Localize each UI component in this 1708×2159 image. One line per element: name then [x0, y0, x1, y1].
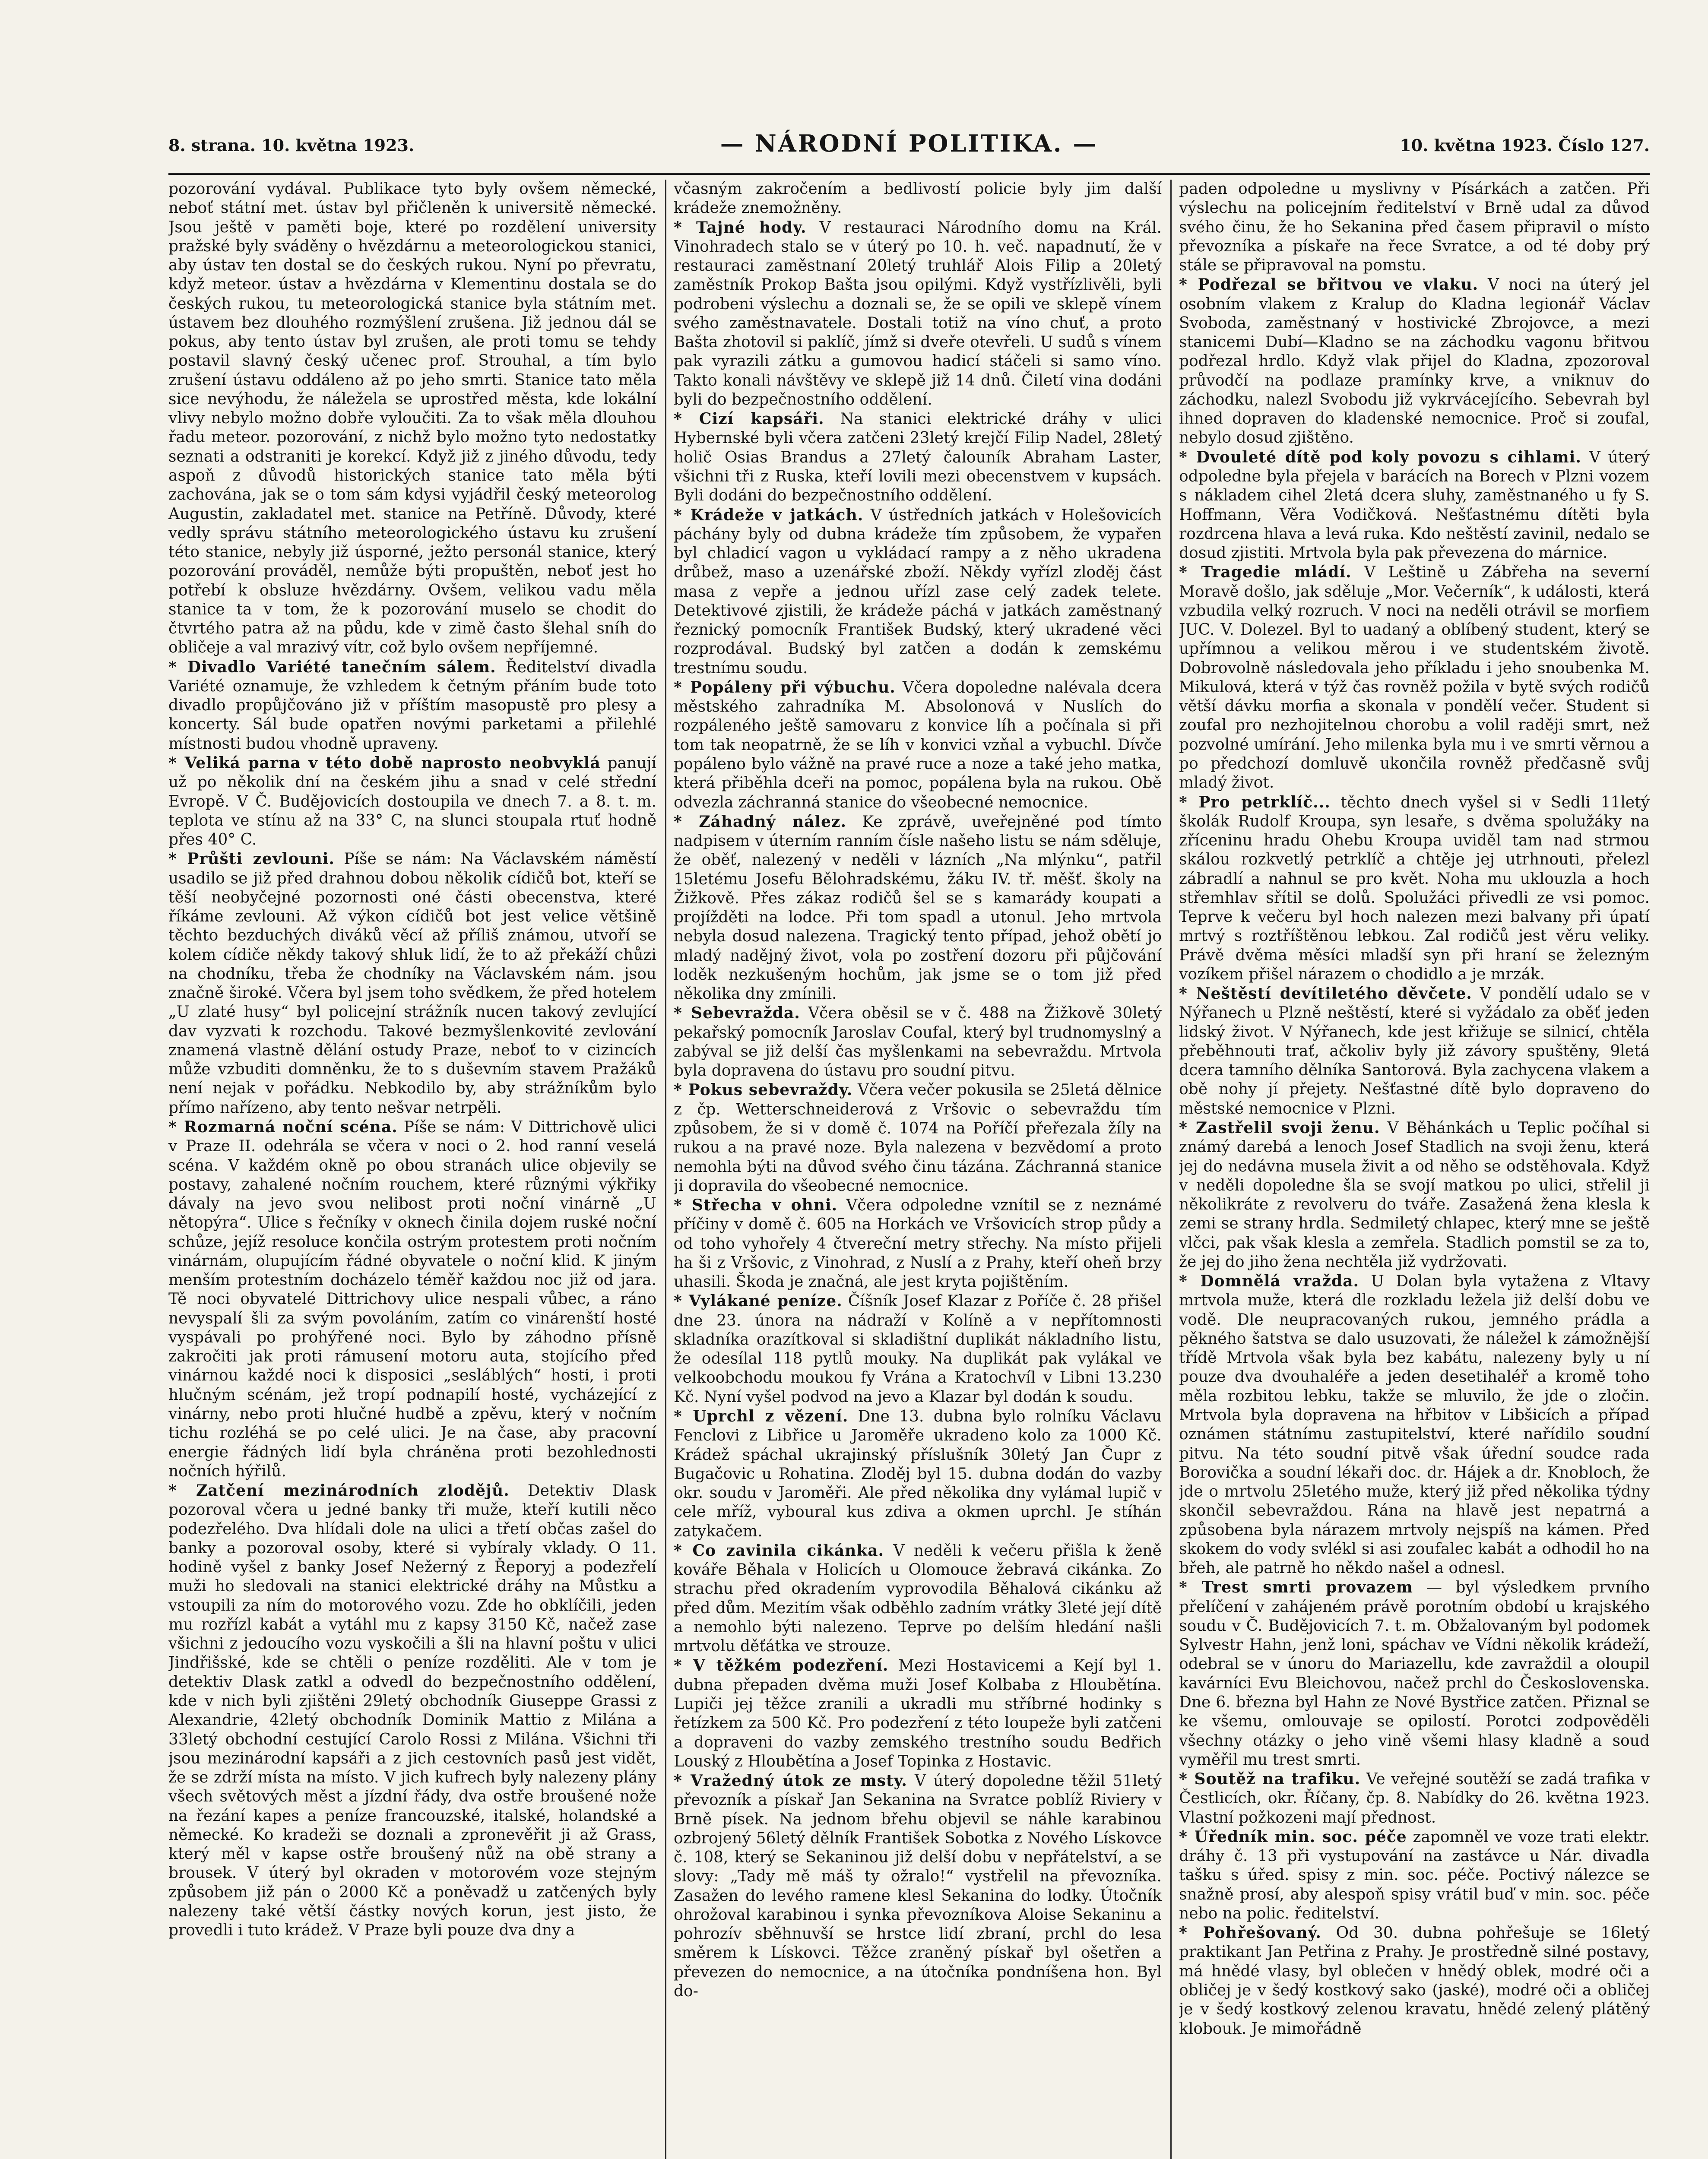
article-headline: * Sebevražda. — [674, 1004, 800, 1023]
article-headline: * V těžkém podezření. — [674, 1656, 889, 1675]
article-headline: * Soutěž na trafiku. — [1179, 1770, 1361, 1789]
article-headline: * Střecha v ohni. — [674, 1196, 838, 1215]
article — [1179, 1578, 1650, 1770]
issue-date-number: 10. května 1923. Číslo 127. — [1400, 136, 1650, 155]
column-1 — [168, 180, 656, 2159]
column-3 — [1179, 180, 1650, 2159]
article — [674, 1407, 1162, 1541]
newspaper-title: — NÁRODNÍ POLITIKA. — — [720, 130, 1098, 157]
article-headline: * Pokus sebevraždy. — [674, 1081, 853, 1099]
article-text: — byl výsledkem prvního přelíčení v zahájeném právě porotním období u krajského soudu v Č. Budějovicích 7. t. m. Obžalovaným byl podomek Sylvestr Hahn, jenž loni, spáchav ve Vídni několik krádeží, odebral se v únoru do Mariazellu, kde zavraždil a oloupil kavárníci Evu Bleichovou, načež prchl do Československa. Dne 6. března byl Hahn ze Nové Bystřice zatčen. Přiznal se ke všemu, omlouvaje se opilostí. Porotci zodpověděli všechny otázky o jeho vině všemi hlasy kladně a soud vyměřil mu trest smrti. — [1179, 1579, 1650, 1769]
article — [674, 1656, 1162, 1771]
article-text: V Běhánkách u Teplic počíhal si známý darebá a lenoch Josef Stadlich na svoji ženu, která jej do nedávna musela živit a od něho se odstěhovala. Když v neděli dopoledne šla se svojí matkou po ulici, střelil ji několikráte z revolveru do tváře. Zasažená žena klesla k zemi se strany hrdla. Sedmiletý chlapec, který mne se ještě vlčci, pak však klesla a zemřela. Stadlich pomstil se za to, že jej do jiho žena nechtěla již vydržovati. — [1179, 1119, 1650, 1271]
article-text: paden odpoledne u myslivny v Písárkách a zatčen. Při výslechu na policejním ředitelství v Brně udal za důvod svého činu, že ho Sekanina před časem připravil o místo převozníka a pískaře na řece Svratce, a od té doby prý stále se připravoval na pomstu. — [1179, 180, 1650, 275]
article — [674, 1771, 1162, 2001]
article — [168, 180, 656, 658]
article — [674, 1292, 1162, 1407]
article — [1179, 275, 1650, 447]
article-headline: * Úředník min. soc. péče — [1179, 1827, 1407, 1846]
article — [1179, 563, 1650, 792]
article — [168, 753, 656, 849]
article-text: V noci na úterý jel osobním vlakem z Kralup do Kladna legionář Václav Svoboda, zaměstnaný v hostivické Zbrojovce, a mezi stanicemi Dubí—Kladno se na záchodku vagonu břitvou podřezal hrdlo. Když vlak přijel do Kladna, zpozoroval průvodčí na podlaze pramínky krve, a vniknuv do záchodku, nalezl Svobodu již vykrvácejícího. Sebevrah byl ihned dopraven do kladenské nemocnice. Proč si zoufal, nebylo dosud zjištěno. — [1179, 276, 1650, 447]
article-headline: * Domnělá vražda. — [1179, 1272, 1359, 1291]
article — [674, 1541, 1162, 1656]
column-divider — [665, 180, 666, 2159]
article — [1179, 1272, 1650, 1578]
article-headline: * Popáleny při výbuchu. — [674, 678, 896, 696]
article-text: Včera odpoledne vznítil se z neznámé příčiny v domě č. 605 na Horkách ve Vršovicích strop půdy a od toho vyhořely 4 čtvereční metry střechy. Na místo přijeli ha ši z Vršovic, z Vinohrad, z Nuslí a z Prahy, kteří oheň brzy uhasili. Škoda je značná, ale jest kryta pojištěním. — [674, 1197, 1162, 1291]
article-text: Mezi Hostavicemi a Kejí byl 1. dubna přepaden dvěma muži Josef Kolbaba z Hloubětína. Lupiči jej těžce zranili a ukradli mu stříbrné hodinky s řetízkem za 500 Kč. Pro podezření z této loupeže byli zatčeni a dopraveni do vazby zemského trestního soudu Bedřich Louský z Hloubětína a Josef Topinka z Hostavic. — [674, 1657, 1162, 1770]
article — [674, 812, 1162, 1004]
article-text: Od 30. dubna pohřešuje se 16letý praktikant Jan Petřina z Prahy. Je prostředně silné postavy, má hnědé vlasy, byl oblečen v hnědý oblek, modré oči a obličej je v šedý kostkový sako (jaské), modré oči a obličej je v šedý kostkový zelenou kravatu, hnědé zelený plátěný klobouk. Je mimořádně — [1179, 1924, 1650, 2038]
article-text: těchto dnech vyšel si v Sedli 11letý školák Rudolf Kroupa, syn lesaře, s dvěma spolužáky na zříceninu hradu Ohebu Kroupa uviděl tam nad strmou skálou rozkvetlý petrklíč a chtěje jej utrhnouti, přelezl zábradlí a nahnul se pro květ. Noha mu uklouzla a hoch střemhlav sřítil se dolů. Spolužáci přivedli ze vsi pomoc. Teprve k večeru byl hoch nalezen mezi balvany při úpatí mrtvý s roztříštěnou lebkou. Zal rodičů jest věru veliky. Právě dvěma měsíci mladší syn při hraní se železným vozíkem přišel nárazem o chodidlo a je mrzák. — [1179, 793, 1650, 983]
article-headline: * Trest smrti provazem — [1179, 1578, 1413, 1597]
article — [168, 1481, 656, 1940]
article-headline: * Vražedný útok ze msty. — [674, 1772, 907, 1790]
article-headline: * Zatčení mezinárodních zlodějů. — [168, 1482, 510, 1500]
article — [674, 678, 1162, 812]
column-2 — [674, 180, 1162, 2159]
article-text: V pondělí udalo se v Nýřanech u Plzně neštěstí, které si vyžádalo za oběť jeden lidský život. V Nýřanech, kde jest křižuje se silnicí, chtěla přeběhnouti trať, ačkoliv byly již závory spuštěny, 9letá dcera tamního dělníka Santorová. Byla zachycena vlakem a obě nohy jí přejety. Nešťastné dítě bylo dopraveno do městské nemocnice v Plzni. — [1179, 985, 1650, 1117]
article-headline: * Průšti zevlouni. — [168, 850, 335, 868]
article — [674, 1080, 1162, 1196]
article — [1179, 793, 1650, 985]
page-header — [168, 130, 1650, 177]
article — [674, 180, 1162, 218]
article-text: Včera večer pokusila se 25letá dělnice z čp. Wetterschneiderová z Vršovic o sebevraždu tím způsobem, že si v domě č. 1074 na Poříčí přeřezala žíly na rukou a na pravé noze. Byla nalezena v bezvědomí a proto nemohla býti na důvod svého činu tázána. Záchranná stanice ji dopravila do všeobecné nemocnice. — [674, 1081, 1162, 1195]
article-text: zapomněl ve voze trati elektr. dráhy č. 13 při vystupování na zastávce u Nár. divadla tašku s úřed. spisy z min. soc. péče. Poctivý nálezce se snažně prosí, aby alespoň spisy vrátil buď v min. soc. péče nebo na polic. ředitelství. — [1179, 1828, 1650, 1922]
article — [1179, 180, 1650, 275]
article-headline: * Vylákané peníze. — [674, 1292, 843, 1311]
article-text: Včera oběsil se v č. 488 na Žižkově 30letý pekařský pomocník Jaroslav Coufal, který byl trudnomyslný a zabýval se již delší čas myšlenkami na sebevraždu. Mrtvola byla dopravena do ústavu pro soudní pitvu. — [674, 1004, 1162, 1080]
article-headline: * Podřezal se břitvou ve vlaku. — [1179, 275, 1479, 294]
article-headline: * Krádeže v jatkách. — [674, 506, 864, 524]
header-rule — [168, 173, 1650, 175]
article — [1179, 448, 1650, 563]
article — [1179, 1923, 1650, 2039]
article-text: Píše se nám: Na Václavském náměstí usadilo se již před drahnou dobou několik cídičů bot, kteří se těší neobyčejné pozornosti oné části obecenstva, které říkáme zevlouni. Až výkon cídičů bot jest velice většině těchto bezduchých diváků věcí až příliš známou, utvoří se kolem cídiče někdy takový shluk lidí, že to až překáží chůzi na chodníku, třeba že chodníky na Václavském nám. jsou značně široké. Včera byl jsem toho svědkem, že před hotelem „U zlaté husy“ byl policejní strážník nucen takový zevlující dav vyzvati k rozchodu. Takové bezmyšlenkovité zevlování znamená vlastně dělání ostudy Praze, neboť to v cizincích může vzbuditi domněnku, že to s duševním stavem Pražáků není nejak v pořádku. Nebkodilo by, aby strážníkům bylo přímo nařízeno, aby tento nešvar netrpěli. — [168, 850, 656, 1117]
article-headline: * Co zavinila cikánka. — [674, 1541, 884, 1560]
article-text: V úterý odpoledne byla přejela v barácích na Borech v Plzni vozem s nákladem cihel 2letá dcera sluhy, zaměstnaného u fy S. Hoffmann, Věra Vodičková. Nešťastnému dítěti byla rozdrcena hlava a levá ruka. Kdo neštěstí zavinil, nedalo se dosud zjistiti. Mrtvola byla pak převezena do márnice. — [1179, 448, 1650, 562]
article-text: V ústředních jatkách v Holešovicích páchány byly od dubna krádeže tím způsobem, že vypařen byl chladicí vagon u vykládací rampy a z něho ukradena drůbež, maso a uzenářské zboží. Někdy vyřízl zloděj část masa z vepře a jednou uřízl zase celý zadek telete. Detektivové zjistili, že krádeže páchá v jatkách zaměstnaný řeznický pomocník František Budský, který ukradené věci rozprodával. Budský byl zatčen a dodán k zemskému trestnímu soudu. — [674, 506, 1162, 677]
article-headline: * Veliká parna v této době naprosto neobvyklá — [168, 753, 601, 772]
article — [1179, 1770, 1650, 1827]
article-text: Ke zprávě, uveřejněné pod tímto nadpisem v úterním ranním čísle našeho listu se nám sděluje, že oběť, nalezený v neděli v lázních „Na mlýnku“, patřil 15letému Josefu Bělohradskému, žáku IV. tř. měšť. školy na Žižkově. Přes zákaz rodičů šel se s kamarády koupati a projížděti na lodce. Při tom spadl a utonul. Jeho mrtvola nebyla dosud nalezena. Tragický tento případ, jehož obětí jo mladý nadějný život, vola po zostření dozoru při půjčování loděk nezkušeným hochům, jak jsme se o tom již před několika dny zmínili. — [674, 813, 1162, 1003]
article — [168, 658, 656, 753]
article-text: V restauraci Národního domu na Král. Vinohradech stalo se v úterý po 10. h. več. napadnutí, že v restauraci zaměstnaní 20letý truhlář Alois Filip a 20letý zaměstník Prokop Bašta jsou opilými. Když vystřízlivěli, byli podrobeni výslechu a doznali se, že se opili ve sklepě vínem svého zaměstnavatele. Dostali totiž na víno chuť, a proto Bašta zhotovil si paklíč, jímž si dveře otevřeli. U sudů s vínem pak vyrazili zátku a gumovou hadicí stáčeli si samo víno. Takto konali návštěvy ve sklepě již 14 dnů. Čiletí vina dodáni byli do bezpečnostního oddělení. — [674, 218, 1162, 408]
article-text: V Leštině u Zábřeha na severní Moravě došlo, jak sděluje „Mor. Večerník“, k události, která vzbudila velký rozruch. V noci na neděli otrávil se morfiem JUC. V. Dolezel. Byl to uadaný a oblíbený student, který se upřímnou a velikou měrou i ve studentském životě. Dobrovolně následovala jeho příkladu i jeho snoubenka M. Mikulová, která v týž čas rovněž požila v bytě svých rodičů větší dávku morfia a skonala v pondělí večer. Student si zoufal pro nezhojitelnou chorobu a volil raději smrt, než pozvolné umírání. Jeho milenka byla mu i ve smrti věrnou a po předchozí domluvě ukončila rovněž předčasně svůj mladý život. — [1179, 563, 1650, 792]
article-text: V neděli k večeru přišla k ženě kováře Běhala v Holicích u Olomouce žebravá cikánka. Zo strachu před okradením vyprovodila Běhalová cikánku až před dům. Mezitím však odběhlo zadním vrátky 3leté její dítě a nemohlo býti nalezeno. Teprve po delším hledání našli mrtvolu děťátka ve strouze. — [674, 1542, 1162, 1656]
article-headline: * Pohřešovaný. — [1179, 1924, 1321, 1942]
article — [674, 1196, 1162, 1292]
article-headline: * Neštěstí devítiletého děvčete. — [1179, 985, 1472, 1003]
article-text: Na stanici elektrické dráhy v ulici Hybernské byli včera zatčeni 23letý krejčí Filip Nadel, 28letý holič Osias Brandus a 27letý čalouník Abraham Laster, všichni tři z Ruska, kteří lovili mezi obecenstvem v kupsách. Byli dodáni do bezpečnostního oddělení. — [674, 410, 1162, 505]
column-divider — [1170, 180, 1172, 2159]
article-headline: * Tragedie mládí. — [1179, 563, 1352, 582]
article — [1179, 984, 1650, 1118]
article — [168, 849, 656, 1117]
article-text: Ve veřejné soutěží se zadá trafika v Čestlicích, okr. Říčany, čp. 8. Nabídky do 26. května 1923. Vlastní požkozeni mají přednost. — [1179, 1770, 1650, 1827]
page-number-date: 8. strana. 10. května 1923. — [168, 136, 415, 155]
article-headline: * Rozmarná noční scéna. — [168, 1118, 398, 1136]
article-text: Píše se nám: V Dittrichově ulici v Praze II. odehrála se včera v noci o 2. hod ranní veselá scéna. V každém okně po obou stranách ulice objevily se postavy, zahalené nočním rouchem, které různými výkřiky dávaly na jevo svou nelibost proti noční vinárně „U nětopýra“. Ulice s řečníky v oknech činila dojem ruské noční schůze, jejíž resoluce končila ostrým protestem proti nočním vinárnám, olupujícím řádné obyvatele o noční klid. K jiným menším protestním docházelo téměř každou noc již od jara. Tě noci obyvatelé Dittrichovy ulice nespali vůbec, a ráno nevyspalí šli za svým povoláním, zatím co vinárenští hosté vyspávali po prohýřené noci. Bylo by záhodno přísně zakročiti jak proti rámusení motoru auta, stojícího před vinárnou každé noci k disposici „sesláblých“ hosti, i proti hlučným scénám, jež tropí podnapilí hosté, vycházející z vinárny, nebo proti hlučné hudbě a zpěvu, který v nočním tichu rozléhá se po celé ulici. Je na čase, aby pracovní energie řádných lidí byla chráněna proti bezohlednosti nočních hýřilů. — [168, 1118, 656, 1480]
article-headline: * Pro petrklíč... — [1179, 793, 1331, 811]
article-text: Včera dopoledne nalévala dcera městského zahradníka M. Absolonová v Nuslích do rozpáleného ještě samovaru z konvice líh a počínala si při tom tak neopatrně, že se líh v konvici vzňal a vybuchl. Dívče popáleno bylo vážně na pravé ruce a noze a také jeho matka, která přiběhla dceři na pomoc, popálena byla na rukou. Obě odvezla záchranná stanice do všeobecné nemocnice. — [674, 678, 1162, 811]
article-text: včasným zakročením a bedlivostí policie byly jim další krádeže znemožněny. — [674, 180, 1162, 217]
article — [1179, 1118, 1650, 1272]
article-text: panují už po několik dní na českém jihu a snad v celé střední Evropě. V Č. Budějovicích dostoupila ve dnech 7. a 8. t. m. teplota ve stínu až na 33° C, na slunci stoupala rtuť hodně přes 40° C. — [168, 754, 656, 849]
article-text: Dne 13. dubna bylo rolníku Václavu Fenclovi z Libřice u Jaroměře ukradeno kolo za 1000 Kč. Krádež spáchal ukrajinský příslušník 30letý Jan Čupr z Bugačovic u Rohatina. Zloděj byl 15. dubna dodán do vazby okr. soudu v Jaroměři. Ale před několika dny vylámal lupič v cele mříž, vyboural kus zdiva a okmen uprchl. Je stíhán zatykačem. — [674, 1408, 1162, 1540]
article-headline: * Uprchl z vězení. — [674, 1407, 849, 1425]
article — [1179, 1827, 1650, 1923]
article-text: U Dolan byla vytažena z Vltavy mrtvola muže, která dle rozkladu ležela již delší dobu ve vodě. Dle neupracovaných rukou, jemného prádla a pěkného šatstva se dalo usuzovati, že náležel k zámožnější třídě Mrtvola však byla bez kabátu, nalezeny byly u ní pouze dva dvouhaléře a jeden desetihaléř a kromě toho měla rozbitou lebku, takže se mluvilo, že jde o zločin. Mrtvola byla dopravena na hřbitov v Libšicích a případ oznámen státnímu zastupitelství, které nařídilo soudní pitvu. Na této soudní pitvě však úřední soudce rada Borovička a soudní lékaři doc. dr. Hájek a dr. Knobloch, že jde o mrtvolu 25letého muže, který již před několika týdny skončil sebevraždou. Rána na hlavě jest nepatrná a způsobena byla nárazem mrtvoly nejspíš na kámen. Před skokem do vody svlékl si asi zoufalec kabát a odhodil ho na břeh, ale patrně ho někdo našel a odnesl. — [1179, 1273, 1650, 1577]
article — [168, 1117, 656, 1481]
article-headline: * Dvouleté dítě pod koly povozu s cihlami. — [1179, 448, 1581, 466]
article-text: Číšník Josef Klazar z Poříče č. 28 přišel dne 23. února na nádraží v Kolíně a v nepřítomnosti skladníka orazítkoval si skladištní duplikát nákladního listu, že odesílal 118 pytlů mouky. Na duplikát pak vylákal ve velkoobchodu moukou fy Vrána a Kratochvíl v Libni 13.230 Kč. Nyní vyšel podvod na jevo a Klazar byl dodán k soudu. — [674, 1292, 1162, 1406]
article — [674, 409, 1162, 505]
article-headline: * Tajné hody. — [674, 218, 807, 237]
article-text: Detektiv Dlask pozoroval včera u jedné banky tři muže, kteří kutili něco podezřelého. Dva hlídali dole na ulici a třetí občas zašel do banky a pozoroval osoby, které si vybíraly vklady. O 11. hodině vyšel z banky Josef Nežerný z Řeporyj a podezřelí muži ho sledovali na stanici elektrické dráhy na Můstku a vstoupili za ním do motorového vozu. Zde ho obklíčili, jeden mu rozřízl kabát a vytáhl mu z kapsy 3150 Kč, načež zase všichni z jedoucího vozu vyskočili a šli na hlavní poštu v ulici Jindřišské, kde se chtěli o peníze rozděliti. Ale v tom je detektiv Dlask zatkl a odvedl do bezpečnostního oddělení, kde v nich byli zjištěni 29letý obchodník Giuseppe Grassi z Alexandrie, 42letý obchodník Dominik Mattio z Milána a 33letý obchodní cestující Carolo Rossi z Milána. Všichni tři jsou mezinárodní kapsáři a z jich cestovních pasů jest vidět, že se zdrží místa na místo. V jich kufrech byly nalezeny plány všech světových měst a jízdní řády, dva ostře broušené nože na řezání kapes a peníze francouzské, italské, holandské a německé. Ko kradeži se doznali a zpronevěřit ji až Grass, který měl v kapse ostře broušený nůž na obě strany a brousek. V úterý byl okraden v motorovém voze stejným způsobem již pán o 2000 Kč a poněvadž u zatčených byly nalezeny také větší částky nových korun, jest jisto, že provedli i tuto krádež. V Praze byli pouze dva dny a — [168, 1482, 656, 1940]
article-headline: * Záhadný nález. — [674, 812, 847, 831]
article — [674, 218, 1162, 410]
article-text: pozorování vydával. Publikace tyto byly ovšem německé, neboť státní met. ústav byl přičleněn k universitě německé. Jsou ještě v paměti boje, které po rozdělení university pražské byly sváděny o hvězdárnu a meteorologickou stanici, aby ústav ten dostal se do českých rukou. Nyní po převratu, když meteor. ústav a hvězdárna v Klementinu dostala se do českých rukou, tu meteorologická stanice byla státním met. ústavem bez dlouhého rozmýšlení zrušena. Již jednou dál se pokus, aby tento ústav byl zrušen, ale proti tomu se tehdy postavil slavný český učenec prof. Strouhal, a tím bylo zrušení ústavu oddáleno až po jeho smrti. Stanice tato měla sice nevýhodu, že náležela se uprostřed města, kde lokální vlivy nebylo možno dobře vyloučiti. Za to však měla dlouhou řadu meteor. pozorování, z nichž bylo možno tyto nedostatky seznati a odstraniti je korekcí. Když již z jiného důvodu, tedy aspoň z důvodů historických stanice tato měla býti zachována, jak se o tom sám kdysi vyjádřil český meteorolog Augustin, zakladatel met. stanice na Petříně. Důvody, které vedly správu státního meteorologického ústavu ku zrušení této stanice, nebyly již úsporné, ježto personál stanice, který pozorování prováděl, nemůže býti propuštěn, neboť jest ho potřebí k obsluze hvězdárny. Ovšem, velikou vadu měla stanice ta v tom, že k pozorování muselo se chodit do čtvrtého patra až na půdu, kde v zimě často šlehal sníh do obličeje a val mrazivý vítr, což bylo ovšem nepříjemné. — [168, 180, 656, 657]
article — [674, 1004, 1162, 1080]
article-headline: * Zastřelil svoji ženu. — [1179, 1119, 1380, 1137]
article-headline: * Cizí kapsáři. — [674, 410, 824, 428]
article-text: V úterý dopoledne těžil 51letý převozník a pískař Jan Sekanina na Svratce poblíž Riviery v Brně písek. Na jednom břehu objevil se náhle karabinou ozbrojený 56letý dělník František Sobotka z Nového Lískovce č. 108, který se Sekaninou již delší dobu v nepřátelství, a se slovy: „Tady mě máš ty ožralo!“ vystřelil na převozníka. Zasažen do levého ramene klesl Sekanina do lodky. Útočník ohrožoval karabinou i synka převozníkova Aloise Sekaninu a pohrozív sběhnuvší se hrstce lidí zbraní, prchl do lesa směrem k Lískovci. Těžce zraněný pískař byl ošetřen a převezen do nemocnice, a na útočníka pondníšena hon. Byl do- — [674, 1772, 1162, 2000]
article-text: Ředitelství divadla Variété oznamuje, že vzhledem k četným přáním bude toto divadlo propůjčováno již v příštím masopustě pro plesy a koncerty. Sál bude opatřen novými parketami a přilehlé místnosti budou vhodně upraveny. — [168, 658, 656, 753]
article — [674, 506, 1162, 678]
article-headline: * Divadlo Variété tanečním sálem. — [168, 658, 496, 676]
